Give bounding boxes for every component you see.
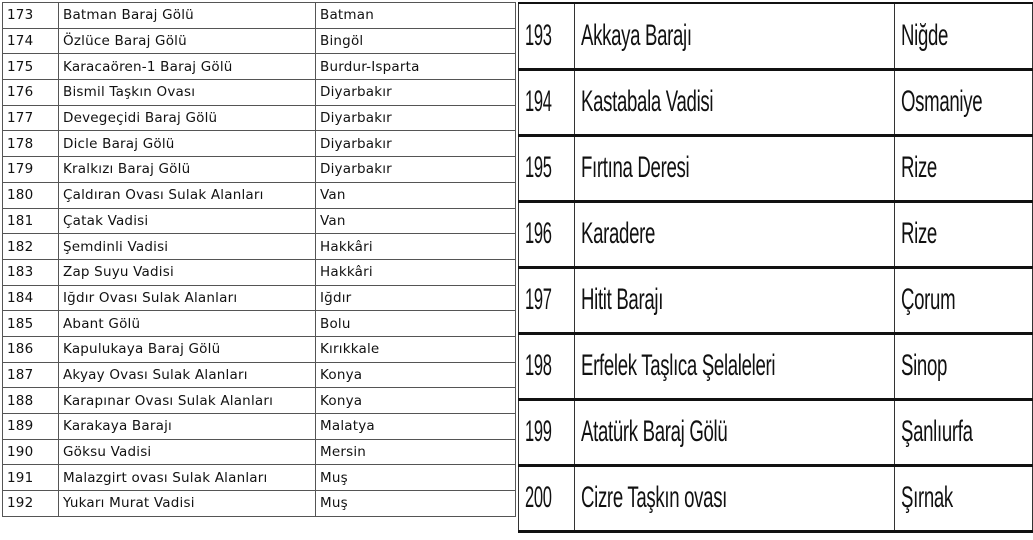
site-name-cell [59,388,316,414]
table-row [3,208,516,234]
row-number: 184 [7,289,34,306]
row-number: 199 [525,415,552,448]
table-row [3,388,516,414]
site-name: Çatak Vadisi [63,212,149,229]
province-name-cell [316,491,516,517]
province-name: Diyarbakır [320,135,392,152]
province-name: Çorum [900,283,956,316]
province-name-cell [316,465,516,491]
row-number: 183 [7,264,34,281]
province-name-cell [316,336,516,362]
row-number: 182 [7,238,34,255]
row-number-cell [3,465,59,491]
row-number: 190 [7,444,34,461]
province-name: Diyarbakır [320,110,392,127]
row-number-cell [3,208,59,234]
province-name: Burdur-Isparta [320,58,420,75]
table-row [3,234,516,260]
province-name-cell [316,28,516,54]
row-number: 188 [7,392,34,409]
province-name: Şırnak [900,481,953,514]
province-name-cell [316,362,516,388]
province-name: Rize [900,217,937,250]
site-name: Kapulukaya Baraj Gölü [63,341,221,358]
province-name-cell [894,333,1032,399]
province-name-cell [894,465,1032,531]
site-name-cell [574,465,894,531]
site-name-cell [574,399,894,465]
site-name: Karacaören-1 Baraj Gölü [63,58,233,75]
province-name-cell [894,267,1032,333]
site-name-cell [59,182,316,208]
site-name-cell [59,28,316,54]
site-name: Malazgirt ovası Sulak Alanları [63,469,268,486]
province-name: Batman [320,7,375,24]
table-row [3,491,516,517]
row-number-cell [3,28,59,54]
site-name: Fırtına Deresi [580,151,689,184]
table-row [519,267,1033,333]
site-name-cell [59,362,316,388]
table-row [519,201,1033,267]
province-name: Konya [320,392,363,409]
province-name: Diyarbakır [320,84,392,101]
province-name: Şanlıurfa [900,415,973,448]
province-name-cell [316,157,516,183]
row-number: 198 [525,349,552,382]
province-name-cell [894,3,1032,69]
province-name-cell [316,105,516,131]
table-row [519,465,1033,531]
province-name: Muş [320,495,348,512]
site-name-cell [59,54,316,80]
table-row [3,182,516,208]
site-name: Akkaya Barajı [580,18,692,52]
province-name: Van [320,187,346,204]
table-row [519,69,1033,135]
table-row [3,259,516,285]
row-number-cell [3,157,59,183]
site-name-cell [59,105,316,131]
row-number: 175 [7,58,34,75]
site-name-cell [59,157,316,183]
site-name: Abant Gölü [63,315,141,332]
row-number: 181 [7,212,34,229]
table-row [519,3,1033,69]
site-name: Zap Suyu Vadisi [63,264,174,281]
site-name-cell [59,336,316,362]
row-number-cell [519,333,575,399]
row-number: 192 [7,495,34,512]
table-row [3,414,516,440]
row-number: 173 [7,7,34,24]
province-name: Malatya [320,418,375,435]
site-name: Özlüce Baraj Gölü [63,33,187,50]
province-name-cell [316,311,516,337]
site-name: Şemdinli Vadisi [63,238,169,255]
row-number: 174 [7,33,34,50]
province-name-cell [316,208,516,234]
province-name-cell [316,414,516,440]
row-number: 191 [7,469,34,486]
province-name: Konya [320,366,363,383]
site-name-cell [574,201,894,267]
site-name-cell [59,3,316,29]
province-name: Van [320,212,346,229]
site-name-cell [59,259,316,285]
province-name-cell [316,259,516,285]
province-name: Hakkâri [320,264,373,281]
site-name-cell [574,267,894,333]
province-name-cell [316,182,516,208]
table-row [519,333,1033,399]
row-number: 178 [7,135,34,152]
province-name-cell [316,54,516,80]
row-number-cell [3,80,59,106]
site-name: Kralkızı Baraj Gölü [63,161,191,178]
site-name: Kastabala Vadisi [580,85,713,118]
site-name-cell [574,333,894,399]
row-number-cell [519,69,575,135]
site-name-cell [574,135,894,201]
row-number-cell [3,285,59,311]
row-number-cell [3,414,59,440]
row-number: 193 [525,18,552,52]
row-number: 195 [525,151,552,184]
site-name: Iğdır Ovası Sulak Alanları [63,289,238,306]
site-name-cell [59,465,316,491]
left-wetlands-table [2,2,516,517]
site-name: Karadere [580,217,655,250]
site-name: Batman Baraj Gölü [63,7,194,24]
table-row [3,105,516,131]
row-number-cell [3,336,59,362]
row-number-cell [3,311,59,337]
row-number-cell [3,131,59,157]
row-number-cell [519,399,575,465]
province-name: Niğde [900,18,948,52]
site-name-cell [574,3,894,69]
row-number-cell [519,465,575,531]
row-number: 187 [7,366,34,383]
province-name-cell [894,399,1032,465]
site-name: Atatürk Baraj Gölü [580,415,727,448]
table-row [3,465,516,491]
province-name: Hakkâri [320,238,373,255]
left-table-body [3,3,516,517]
province-name: Bolu [320,315,351,332]
table-row [519,135,1033,201]
table-row [3,285,516,311]
table-row [519,399,1033,465]
row-number: 177 [7,110,34,127]
province-name-cell [316,439,516,465]
province-name: Kırıkkale [320,341,380,358]
site-name: Cizre Taşkın ovası [580,481,727,514]
province-name-cell [894,69,1032,135]
province-name-cell [894,201,1032,267]
row-number: 197 [525,283,552,316]
table-row [3,28,516,54]
site-name-cell [59,491,316,517]
site-name: Karakaya Barajı [63,418,172,435]
site-name: Dicle Baraj Gölü [63,135,175,152]
row-number-cell [3,259,59,285]
province-name: Rize [900,151,937,184]
site-name-cell [59,208,316,234]
table-row [3,336,516,362]
row-number-cell [3,54,59,80]
table-row [3,439,516,465]
table-row [3,157,516,183]
site-name-cell [574,69,894,135]
site-name-cell [59,311,316,337]
right-table-body [519,3,1033,531]
table-row [3,54,516,80]
row-number: 196 [525,217,552,250]
row-number-cell [3,491,59,517]
row-number-cell [3,234,59,260]
row-number: 186 [7,341,34,358]
row-number-cell [3,439,59,465]
province-name-cell [316,234,516,260]
province-name-cell [316,3,516,29]
row-number-cell [3,105,59,131]
row-number: 194 [525,85,552,118]
province-name: Osmaniye [900,85,983,118]
province-name: Iğdır [320,289,352,306]
site-name-cell [59,131,316,157]
province-name-cell [316,285,516,311]
row-number: 189 [7,418,34,435]
row-number-cell [519,201,575,267]
table-row [3,362,516,388]
row-number: 180 [7,187,34,204]
province-name: Diyarbakır [320,161,392,178]
province-name: Sinop [900,349,947,382]
site-name: Devegeçidi Baraj Gölü [63,110,218,127]
province-name-cell [316,388,516,414]
site-name: Bismil Taşkın Ovası [63,84,196,101]
row-number-cell [519,135,575,201]
site-name: Karapınar Ovası Sulak Alanları [63,392,274,409]
site-name-cell [59,234,316,260]
row-number-cell [3,388,59,414]
province-name: Muş [320,469,348,486]
row-number: 185 [7,315,34,332]
site-name: Göksu Vadisi [63,444,152,461]
row-number-cell [3,362,59,388]
site-name-cell [59,80,316,106]
row-number-cell [519,267,575,333]
province-name-cell [316,80,516,106]
province-name-cell [316,131,516,157]
table-row [3,311,516,337]
row-number-cell [3,3,59,29]
province-name: Mersin [320,444,367,461]
row-number-cell [3,182,59,208]
table-row [3,131,516,157]
site-name: Yukarı Murat Vadisi [63,495,195,512]
site-name-cell [59,285,316,311]
row-number: 179 [7,161,34,178]
site-name: Akyay Ovası Sulak Alanları [63,366,248,383]
row-number: 176 [7,84,34,101]
row-number-cell [519,3,575,69]
province-name-cell [894,135,1032,201]
table-row [3,3,516,29]
site-name-cell [59,414,316,440]
site-name-cell [59,439,316,465]
site-name: Hitit Barajı [580,283,663,316]
right-wetlands-table [518,2,1033,533]
site-name: Çaldıran Ovası Sulak Alanları [63,187,264,204]
row-number: 200 [525,481,552,514]
table-row [3,80,516,106]
province-name: Bingöl [320,33,364,50]
site-name: Erfelek Taşlıca Şelaleleri [580,349,775,382]
